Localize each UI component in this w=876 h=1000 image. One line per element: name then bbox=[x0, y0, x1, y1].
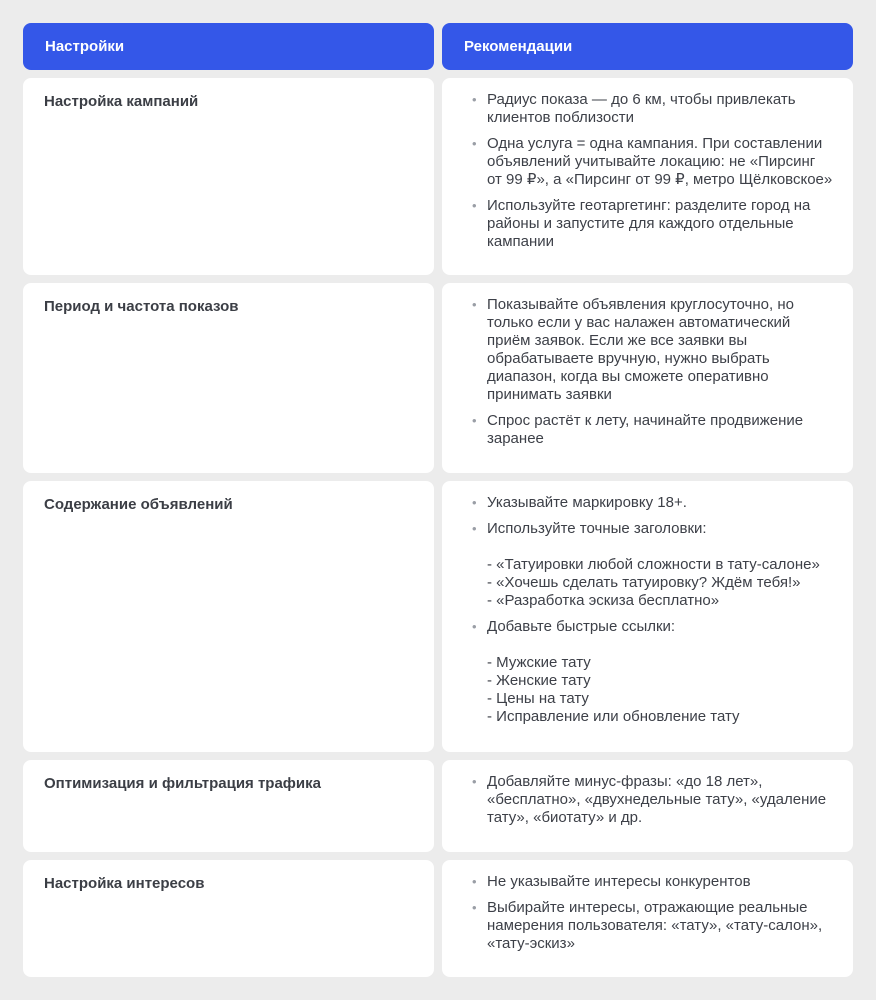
list-item: • Не указывайте интересы конкурентов bbox=[487, 873, 833, 891]
recommendation-list bbox=[487, 773, 833, 827]
setting-title: Настройка кампаний bbox=[44, 93, 199, 110]
setting-title: Период и частота показов bbox=[44, 298, 239, 315]
recommendation-cell-schedule bbox=[442, 283, 853, 473]
recommendation-list bbox=[487, 494, 833, 726]
quick-link-examples bbox=[487, 654, 833, 726]
list-item: • Указывайте маркировку 18+. bbox=[487, 494, 833, 512]
quick-link-example: - Женские тату bbox=[487, 672, 591, 689]
recommendation-cell-ad-content bbox=[442, 481, 853, 752]
recommendation-list bbox=[487, 296, 833, 448]
quick-link-example: - Исправление или обновление тату bbox=[487, 708, 740, 725]
headline-example: - «Хочешь сделать татуировку? Ждём тебя!» bbox=[487, 574, 801, 591]
list-item: • Спрос растёт к лету, начинайте продвижение заранее bbox=[487, 412, 833, 448]
headline-example: - «Разработка эскиза бесплатно» bbox=[487, 592, 720, 609]
setting-title: Оптимизация и фильтрация трафика bbox=[44, 775, 322, 792]
setting-title: Содержание объявлений bbox=[44, 496, 233, 513]
recommendation-cell-interests bbox=[442, 860, 853, 977]
list-item: • Радиус показа — до 6 км, чтобы привлекать клиентов поблизости bbox=[487, 91, 833, 127]
recommendation-cell-traffic bbox=[442, 760, 853, 852]
list-item-text: Добавьте быстрые ссылки: bbox=[487, 618, 676, 635]
settings-column-header bbox=[23, 23, 434, 70]
list-item-text: Используйте точные заголовки: bbox=[487, 520, 707, 537]
list-item bbox=[487, 520, 833, 610]
list-item bbox=[487, 618, 833, 726]
setting-cell-campaigns bbox=[23, 78, 434, 275]
recommendations-column-header bbox=[442, 23, 853, 70]
setting-cell-traffic bbox=[23, 760, 434, 852]
headline-example: - «Татуировки любой сложности в тату-салоне» bbox=[487, 556, 820, 573]
list-item: • Показывайте объявления круглосуточно, но только если у вас налажен автоматический приём заявок. Если же все заявки вы обрабатываете вручную, нужно выбрать диапазон, когда вы сможете оперативно принимать заявки bbox=[487, 296, 833, 404]
recommendation-cell-campaigns bbox=[442, 78, 853, 275]
recommendation-list bbox=[487, 91, 833, 251]
settings-header-label: Настройки bbox=[45, 38, 125, 55]
recommendation-list bbox=[487, 873, 833, 953]
list-item: • Выбирайте интересы, отражающие реальные намерения пользователя: «тату», «тату-салон», «тату-эскиз» bbox=[487, 899, 833, 953]
setting-title: Настройка интересов bbox=[44, 875, 205, 892]
setting-cell-interests bbox=[23, 860, 434, 977]
setting-cell-ad-content bbox=[23, 481, 434, 752]
quick-link-example: - Мужские тату bbox=[487, 654, 591, 671]
quick-link-example: - Цены на тату bbox=[487, 690, 589, 707]
headline-examples bbox=[487, 556, 833, 610]
list-item: • Используйте геотаргетинг: разделите город на районы и запустите для каждого отдельные кампании bbox=[487, 197, 833, 251]
setting-cell-schedule bbox=[23, 283, 434, 473]
list-item: • Добавляйте минус-фразы: «до 18 лет», «бесплатно», «двухнедельные тату», «удаление тату», «биотату» и др. bbox=[487, 773, 833, 827]
list-item: • Одна услуга = одна кампания. При составлении объявлений учитывайте локацию: не «Пирсинг от 99 ₽», а «Пирсинг от 99 ₽, метро Щёлковское» bbox=[487, 135, 833, 189]
recommendations-header-label: Рекомендации bbox=[464, 38, 573, 55]
